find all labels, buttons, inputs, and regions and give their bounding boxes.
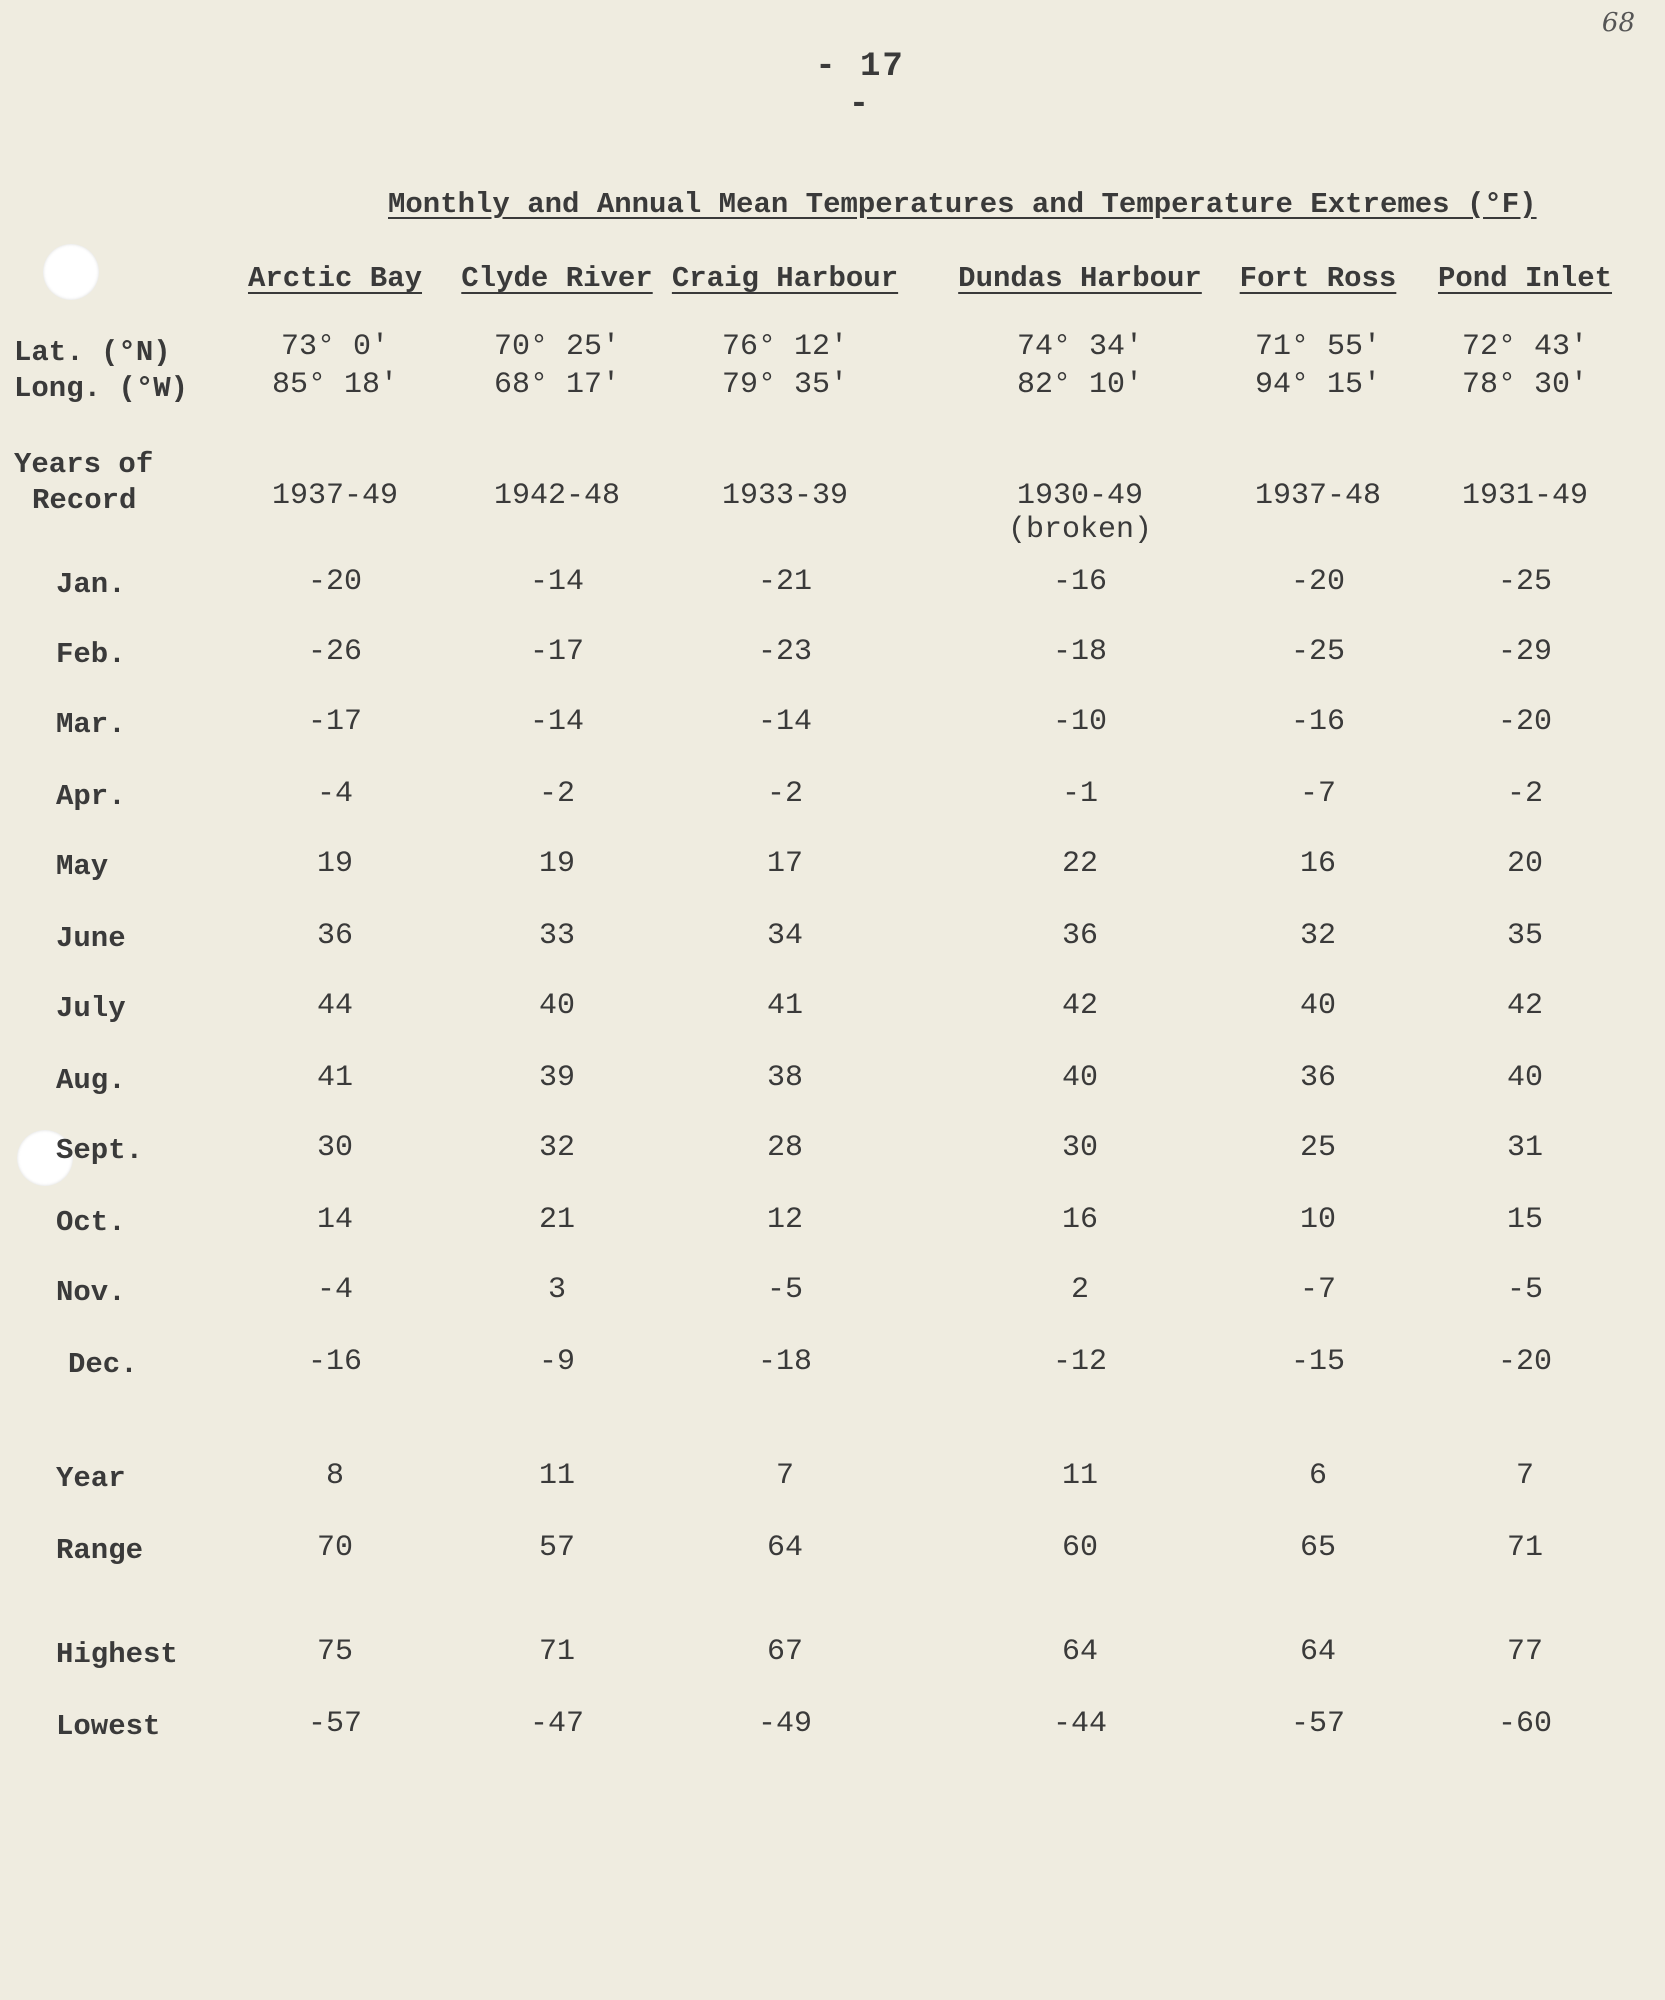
- column-header: Dundas Harbour: [958, 262, 1202, 295]
- table-cell: -20: [1290, 565, 1346, 599]
- table-cell: 36: [1299, 1061, 1337, 1095]
- table-cell: -25: [1497, 565, 1553, 599]
- row-label-lat: Lat. (°N): [14, 336, 171, 369]
- table-cell: -21: [757, 565, 813, 599]
- table-cell: 30: [1061, 1131, 1099, 1165]
- table-cell: -25: [1290, 635, 1346, 669]
- lat-cell: 74° 34': [1016, 330, 1144, 364]
- table-cell: 20: [1506, 847, 1544, 881]
- table-cell: -47: [529, 1707, 585, 1741]
- row-label: Aug.: [56, 1064, 126, 1097]
- table-cell: 75: [316, 1635, 354, 1669]
- table-cell: 44: [316, 989, 354, 1023]
- table-title: Monthly and Annual Mean Temperatures and Temperature Extremes (°F): [388, 188, 1537, 221]
- long-cell: 78° 30': [1461, 368, 1589, 402]
- table-cell: 38: [766, 1061, 804, 1095]
- table-cell: 40: [1506, 1061, 1544, 1095]
- table-cell: -2: [538, 777, 576, 811]
- row-label: May: [56, 850, 109, 883]
- table-cell: 14: [316, 1203, 354, 1237]
- table-cell: 11: [538, 1459, 576, 1493]
- column-header: Pond Inlet: [1437, 262, 1613, 295]
- folio-number: 68: [1601, 8, 1635, 38]
- years-cell: 1937-48: [1254, 479, 1382, 513]
- table-cell: -7: [1299, 1273, 1337, 1307]
- table-cell: -9: [538, 1345, 576, 1379]
- lat-cell: 70° 25': [493, 330, 621, 364]
- table-cell: 35: [1506, 919, 1544, 953]
- table-cell: 32: [1299, 919, 1337, 953]
- table-cell: -18: [757, 1345, 813, 1379]
- table-cell: 16: [1061, 1203, 1099, 1237]
- table-cell: 70: [316, 1531, 354, 1565]
- table-cell: 7: [775, 1459, 795, 1493]
- table-cell: 39: [538, 1061, 576, 1095]
- years-cell: 1931-49: [1461, 479, 1589, 513]
- row-label: Apr.: [56, 780, 126, 813]
- table-cell: -12: [1052, 1345, 1108, 1379]
- table-cell: -26: [307, 635, 363, 669]
- page-number: - 17 -: [815, 48, 905, 124]
- table-cell: -5: [1506, 1273, 1544, 1307]
- table-cell: -2: [1506, 777, 1544, 811]
- table-cell: -44: [1052, 1707, 1108, 1741]
- table-cell: 65: [1299, 1531, 1337, 1565]
- row-label: Jan.: [56, 568, 126, 601]
- column-header: Clyde River: [461, 262, 653, 295]
- table-cell: -18: [1052, 635, 1108, 669]
- table-cell: 10: [1299, 1203, 1337, 1237]
- table-cell: 36: [316, 919, 354, 953]
- table-cell: -60: [1497, 1707, 1553, 1741]
- table-cell: -16: [307, 1345, 363, 1379]
- row-label: Mar.: [56, 708, 126, 741]
- table-cell: -16: [1052, 565, 1108, 599]
- table-cell: -57: [307, 1707, 363, 1741]
- table-cell: -1: [1061, 777, 1099, 811]
- table-cell: -23: [757, 635, 813, 669]
- table-cell: -17: [307, 705, 363, 739]
- table-cell: 64: [1061, 1635, 1099, 1669]
- table-cell: 31: [1506, 1131, 1544, 1165]
- table-cell: 57: [538, 1531, 576, 1565]
- long-cell: 82° 10': [1016, 368, 1144, 402]
- table-cell: 21: [538, 1203, 576, 1237]
- table-cell: 19: [538, 847, 576, 881]
- table-cell: -14: [529, 565, 585, 599]
- table-cell: 40: [1299, 989, 1337, 1023]
- table-cell: 17: [766, 847, 804, 881]
- table-cell: -5: [766, 1273, 804, 1307]
- table-cell: 67: [766, 1635, 804, 1669]
- row-label: Feb.: [56, 638, 126, 671]
- table-cell: 34: [766, 919, 804, 953]
- table-cell: 36: [1061, 919, 1099, 953]
- long-cell: 85° 18': [271, 368, 399, 402]
- years-note: (broken): [1007, 513, 1153, 547]
- table-cell: -4: [316, 1273, 354, 1307]
- row-label: July: [56, 992, 126, 1025]
- table-cell: -4: [316, 777, 354, 811]
- table-cell: -20: [1497, 705, 1553, 739]
- table-cell: -17: [529, 635, 585, 669]
- table-cell: -14: [757, 705, 813, 739]
- table-cell: 64: [766, 1531, 804, 1565]
- table-cell: -7: [1299, 777, 1337, 811]
- row-label: June: [56, 922, 126, 955]
- row-label: Nov.: [56, 1276, 126, 1309]
- table-cell: 28: [766, 1131, 804, 1165]
- table-cell: 41: [316, 1061, 354, 1095]
- long-cell: 79° 35': [721, 368, 849, 402]
- table-cell: 33: [538, 919, 576, 953]
- table-cell: -49: [757, 1707, 813, 1741]
- table-cell: 42: [1061, 989, 1099, 1023]
- table-cell: -16: [1290, 705, 1346, 739]
- table-cell: -57: [1290, 1707, 1346, 1741]
- table-cell: 22: [1061, 847, 1099, 881]
- row-label: Range: [56, 1534, 144, 1567]
- column-header: Craig Harbour: [671, 262, 899, 295]
- table-cell: 7: [1515, 1459, 1535, 1493]
- row-label: Year: [56, 1462, 126, 1495]
- years-cell: 1930-49: [1016, 479, 1144, 513]
- table-cell: 2: [1070, 1273, 1090, 1307]
- row-label-record: Record: [32, 484, 137, 517]
- row-label-years: Years of: [14, 448, 154, 481]
- table-cell: 77: [1506, 1635, 1544, 1669]
- long-cell: 68° 17': [493, 368, 621, 402]
- row-label: Dec.: [68, 1348, 138, 1381]
- years-cell: 1942-48: [493, 479, 621, 513]
- table-cell: -2: [766, 777, 804, 811]
- row-label: Oct.: [56, 1206, 126, 1239]
- table-cell: 40: [1061, 1061, 1099, 1095]
- table-cell: 25: [1299, 1131, 1337, 1165]
- table-cell: -10: [1052, 705, 1108, 739]
- table-cell: -15: [1290, 1345, 1346, 1379]
- table-cell: 64: [1299, 1635, 1337, 1669]
- table-cell: 42: [1506, 989, 1544, 1023]
- years-cell: 1933-39: [721, 479, 849, 513]
- table-cell: 19: [316, 847, 354, 881]
- table-cell: -14: [529, 705, 585, 739]
- row-label: Highest: [56, 1638, 178, 1671]
- years-cell: 1937-49: [271, 479, 399, 513]
- table-cell: 15: [1506, 1203, 1544, 1237]
- column-header: Arctic Bay: [247, 262, 423, 295]
- table-cell: 60: [1061, 1531, 1099, 1565]
- table-cell: 32: [538, 1131, 576, 1165]
- row-label: Lowest: [56, 1710, 161, 1743]
- table-cell: -20: [307, 565, 363, 599]
- long-cell: 94° 15': [1254, 368, 1382, 402]
- table-cell: 6: [1308, 1459, 1328, 1493]
- row-label: Sept.: [56, 1134, 144, 1167]
- table-cell: 3: [547, 1273, 567, 1307]
- table-cell: -20: [1497, 1345, 1553, 1379]
- lat-cell: 72° 43': [1461, 330, 1589, 364]
- punch-hole: [43, 244, 99, 300]
- table-cell: 12: [766, 1203, 804, 1237]
- row-label-long: Long. (°W): [14, 372, 189, 405]
- table-cell: 40: [538, 989, 576, 1023]
- table-cell: 71: [538, 1635, 576, 1669]
- table-cell: 16: [1299, 847, 1337, 881]
- table-cell: 71: [1506, 1531, 1544, 1565]
- lat-cell: 76° 12': [721, 330, 849, 364]
- table-cell: 8: [325, 1459, 345, 1493]
- table-cell: 30: [316, 1131, 354, 1165]
- lat-cell: 71° 55': [1254, 330, 1382, 364]
- table-cell: -29: [1497, 635, 1553, 669]
- column-header: Fort Ross: [1239, 262, 1397, 295]
- table-cell: 41: [766, 989, 804, 1023]
- lat-cell: 73° 0': [280, 330, 390, 364]
- table-cell: 11: [1061, 1459, 1099, 1493]
